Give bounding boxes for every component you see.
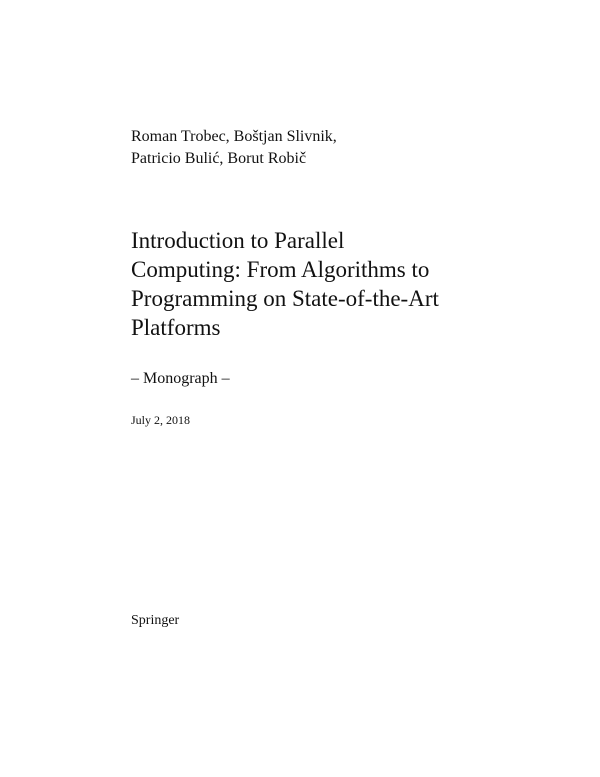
book-title — [131, 226, 571, 342]
author-list — [131, 126, 551, 170]
publisher-name: Springer — [131, 613, 180, 628]
title-line-4: Platforms — [131, 315, 221, 340]
title-line-3: Programming on State-of-the-Art — [131, 286, 439, 311]
title-line-2: Computing: From Algorithms to — [131, 257, 430, 282]
author-line-1: Roman Trobec, Boštjan Slivnik, — [131, 128, 337, 145]
publication-date: July 2, 2018 — [131, 413, 191, 427]
book-subtitle: – Monograph – — [131, 370, 230, 387]
title-line-1: Introduction to Parallel — [131, 228, 345, 253]
author-line-2: Patricio Bulić, Borut Robič — [131, 150, 307, 167]
